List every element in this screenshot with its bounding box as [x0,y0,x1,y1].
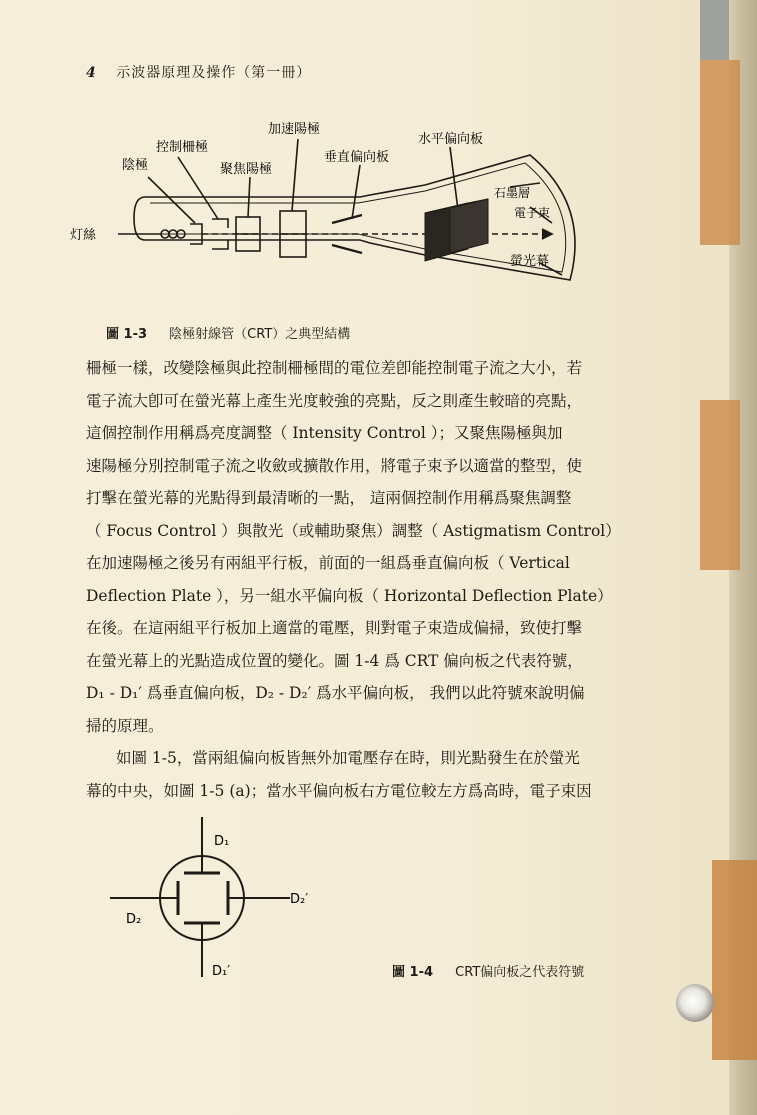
leader-line [292,139,298,211]
label-d1: D₁ [214,834,230,849]
running-header [86,62,311,82]
text-line: 在加速陽極之後另有兩組平行板，前面的一組爲垂直偏向板（ Vertical [86,554,570,572]
text-line: 速陽極分別控制電子流之收斂或擴散作用，將電子束予以適當的整型，使 [86,456,583,475]
text-line: 掃的原理。 [86,716,164,735]
label-vertical-plate: 垂直偏向板 [324,150,390,165]
deflection-plate-symbol [110,815,350,990]
text-line: 在後。在這兩組平行板加上適當的電壓，則對電子束造成偏掃，致使打擊 [86,619,583,637]
label-d2: D₂ [126,912,142,927]
caption-number: 圖 1-3 [106,327,148,342]
text-line: （ Focus Control ）與散光（或輔助聚焦）調整（ Astigmatism Control） [86,521,621,540]
leader-line [148,177,195,223]
label-graphite: 石墨層 [494,186,531,200]
body-text [86,352,686,807]
leader-line [450,147,458,210]
text-line: D₁ - D₁′ 爲垂直偏向板，D₂ - D₂′ 爲水平偏向板， 我們以此符號來說明偏 [86,684,585,702]
tape-strip [700,60,740,245]
leader-line [178,157,218,219]
text-line: Deflection Plate ），另一組水平偏向板（ Horizontal Deflection Plate） [86,586,613,605]
label-heater: 灯絲 [70,228,97,243]
leader-line [352,165,360,219]
binding-hole [676,984,714,1022]
text-line: 在螢光幕上的光點造成位置的變化。圖 1-4 爲 CRT 偏向板之代表符號， [86,651,583,670]
label-focus-anode: 聚焦陽極 [220,162,273,177]
text-line: 打擊在螢光幕的光點得到最清晰的一點， 這兩個控制作用稱爲聚焦調整 [86,489,572,507]
book-title: 示波器原理及操作（第一冊） [116,65,312,81]
label-screen: 螢光幕 [510,254,550,269]
label-cathode: 陰極 [122,158,149,173]
leader-line [248,177,250,217]
crt-structure-figure [70,115,610,320]
label-electron-beam: 電子束 [514,206,551,220]
text-line: 如圖 1-5，當兩組偏向板皆無外加電壓存在時，則光點發生在於螢光 [116,749,580,767]
label-accel-anode: 加速陽極 [268,122,321,137]
figure-1-3-caption [106,323,350,342]
caption-text: 陰極射線管（CRT）之典型結構 [169,327,351,342]
text-line: 柵極一樣，改變陰極與此控制柵極間的電位差卽能控制電子流之大小，若 [86,359,583,377]
caption-number: 圖 1-4 [392,965,434,980]
label-d1-prime: D₁′ [212,964,231,979]
label-d2-prime: D₂′ [290,892,309,907]
text-line: 這個控制作用稱爲亮度調整（ Intensity Control ）；又聚焦陽極與加 [86,424,563,442]
horizontal-plates-shape [425,199,488,261]
text-line: 電子流大卽可在螢光幕上產生光度較強的亮點，反之則產生較暗的亮點， [86,391,583,410]
page-number: 4 [86,65,97,81]
figure-1-4-caption [392,961,584,980]
label-control-grid: 控制柵極 [156,140,209,155]
label-horizontal-plate: 水平偏向板 [418,132,484,147]
caption-text: CRT偏向板之代表符號 [455,965,585,980]
tape-strip [712,860,757,1060]
text-line: 幕的中央，如圖 1-5 (a)；當水平偏向板右方電位較左方爲高時，電子束因 [86,781,592,800]
tape-strip [700,400,740,570]
